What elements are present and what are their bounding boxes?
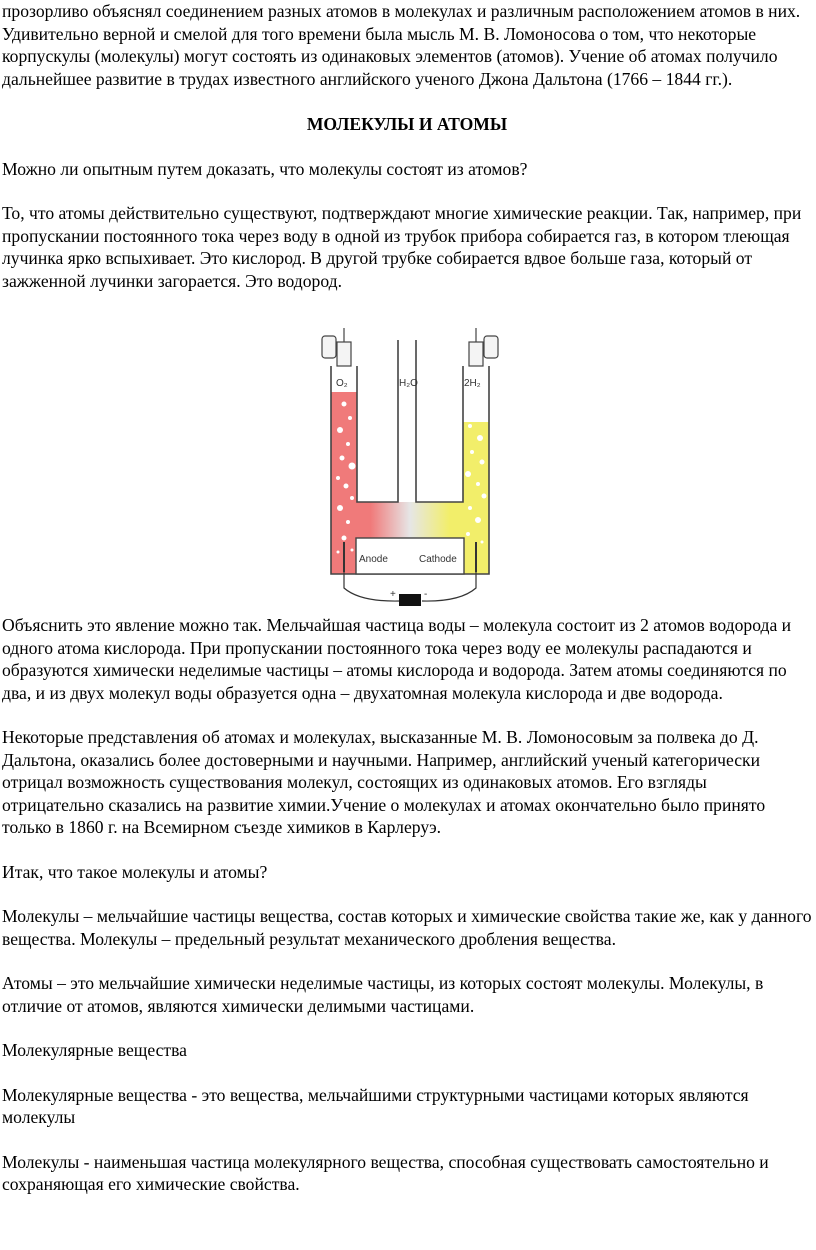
- label-o2: O₂: [336, 378, 348, 389]
- battery-minus-label: -: [424, 589, 428, 600]
- electrolysis-diagram: [300, 326, 510, 614]
- paragraph-atoms: Атомы – это мельчайшие химически неделимые частицы, из которых состоят молекулы. Молекулы, в отличие от атомов, являются химически делимыми частицами.: [2, 973, 764, 1016]
- paragraph-molecular-definition: Молекулярные вещества - это вещества, мельчайшими структурными частицами которых являются молекулы: [2, 1084, 749, 1127]
- heading-molecular-substances: Молекулярные вещества: [2, 1040, 187, 1060]
- label-h2o: H₂O: [399, 378, 418, 389]
- question-1: Можно ли опытным путем доказать, что молекулы состоят из атомов?: [2, 158, 528, 179]
- stopcock-left: [322, 328, 351, 366]
- paragraph-explanation: Объяснить это явление можно так. Мельчайшая частица воды – молекула состоит из 2 атомов водорода и одного атома кислорода. При пропускании постоянного тока через воду ее молекулы распадаются и образуются химически неделимые частицы – атомы кислорода и водорода. Затем атомы соединяются по два, и из двух молекул воды образуется одна – двухатомная молекула кислорода и две водорода.: [2, 615, 792, 703]
- label-2h2: 2H₂: [464, 378, 481, 389]
- wire-right: [422, 572, 476, 601]
- cathode-label: Cathode: [419, 554, 457, 565]
- paragraph-experiment: То, что атомы действительно существуют, подтверждают многие химические реакции. Так, например, при пропускании постоянного тока через воду в одной из трубок прибора собирается газ, в котором тлеющая лучинка ярко вспыхивает. Это кислород. В другой трубке собирается вдвое больше газа, который от зажженной лучинки загорается. Это водород.: [2, 203, 802, 291]
- anode-label: Anode: [359, 554, 388, 565]
- paragraph-molecule-definition: Молекулы - наименьшая частица молекулярного вещества, способная существовать самостоятельно и сохраняющая его химические свойства.: [2, 1151, 769, 1194]
- battery: [399, 594, 421, 606]
- stopcock-right: [469, 328, 498, 366]
- question-2: Итак, что такое молекулы и атомы?: [2, 861, 268, 882]
- intro-paragraph: прозорливо объяснял соединением разных атомов в молекулах и различным расположением атомов в них. Удивительно верной и смелой для того времени была мысль М. В. Ломоносова о том, что некоторые корпускулы (молекулы) могут состоять из одинаковых элементов (атомов). Учение об атомах получило дальнейшее развитие в трудах известного английского ученого Джона Дальтона (1766 – 1844 гг.).: [2, 1, 801, 89]
- paragraph-history: Некоторые представления об атомах и молекулах, высказанные М. В. Ломоносовым за полвека до Д. Дальтона, оказались более достоверными и научными. Например, английский ученый категорически отрицал возможность существования молекул, состоящих из одинаковых атомов. Его взгляды отрицательно сказались на развитие химии.Учение о молекулах и атомах окончательно было принято только в 1860 г. на Всемирном съезде химиков в Карлеруэ.: [2, 727, 766, 837]
- paragraph-molecules: Молекулы – мельчайшие частицы вещества, состав которых и химические свойства такие же, как у данного вещества. Молекулы – предельный результат механического дробления вещества.: [2, 906, 812, 949]
- battery-plus-label: +: [390, 589, 396, 600]
- electrolysis-apparatus-figure: [300, 326, 510, 614]
- section-title: МОЛЕКУЛЫ И АТОМЫ: [306, 114, 508, 134]
